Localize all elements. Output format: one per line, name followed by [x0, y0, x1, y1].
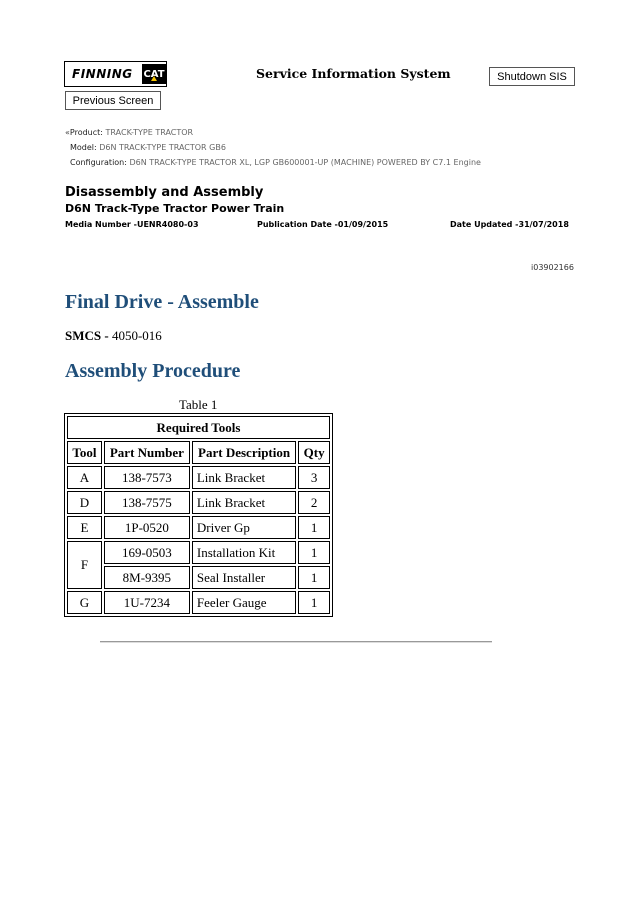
cell-tool: F: [67, 541, 102, 589]
cell-tool: D: [67, 491, 102, 514]
cell-part-number: 1P-0520: [104, 516, 190, 539]
cell-qty: 1: [298, 541, 330, 564]
page-heading: Final Drive - Assemble: [65, 291, 259, 313]
cell-tool: E: [67, 516, 102, 539]
table-title-row: [67, 416, 330, 439]
previous-screen-button[interactable]: Previous Screen: [65, 91, 161, 110]
cell-qty: 1: [298, 566, 330, 589]
config-label: Configuration:: [70, 158, 127, 167]
column-header-part-description: Part Description: [192, 441, 296, 464]
cell-description: Seal Installer: [192, 566, 296, 589]
section-heading: Assembly Procedure: [65, 360, 241, 382]
cell-qty: 1: [298, 516, 330, 539]
meta-model: [70, 143, 226, 152]
table-row: [67, 566, 330, 589]
meta-product: [65, 128, 193, 137]
required-tools-table: [64, 413, 333, 617]
cell-part-number: 138-7573: [104, 466, 190, 489]
smcs-line: [65, 328, 162, 344]
date-updated: Date Updated -31/07/2018: [450, 220, 569, 229]
product-value: TRACK-TYPE TRACTOR: [105, 128, 194, 137]
logo-finning-text: FINNING: [72, 67, 133, 81]
collapse-icon[interactable]: «: [65, 128, 70, 137]
model-value: D6N TRACK-TYPE TRACTOR GB6: [99, 143, 226, 152]
cell-part-number: 8M-9395: [104, 566, 190, 589]
cell-tool: A: [67, 466, 102, 489]
cell-description: Installation Kit: [192, 541, 296, 564]
document-subtitle: D6N Track-Type Tractor Power Train: [65, 202, 285, 215]
cell-description: Driver Gp: [192, 516, 296, 539]
smcs-value: 4050-016: [111, 328, 162, 343]
table-caption: Table 1: [179, 397, 218, 412]
divider: [100, 641, 492, 643]
cell-qty: 3: [298, 466, 330, 489]
finning-cat-logo: [64, 61, 167, 87]
smcs-label: SMCS -: [65, 328, 109, 343]
product-label: Product:: [69, 128, 103, 137]
model-label: Model:: [70, 143, 97, 152]
table-title: Required Tools: [67, 416, 330, 439]
cell-tool: G: [67, 591, 102, 614]
cell-part-number: 169-0503: [104, 541, 190, 564]
cell-part-number: 1U-7234: [104, 591, 190, 614]
meta-configuration: [70, 158, 481, 167]
shutdown-sis-button[interactable]: Shutdown SIS: [489, 67, 575, 86]
table-row: [67, 541, 330, 564]
config-value: D6N TRACK-TYPE TRACTOR XL, LGP GB600001-UP (MACHINE) POWERED BY C7.1 Engine: [129, 158, 481, 167]
cell-description: Link Bracket: [192, 491, 296, 514]
publication-date: Publication Date -01/09/2015: [257, 220, 389, 229]
document-title: Disassembly and Assembly: [65, 185, 264, 200]
table-row: [67, 491, 330, 514]
table-header-row: [67, 441, 330, 464]
document-id: i03902166: [531, 263, 574, 272]
column-header-part-number: Part Number: [104, 441, 190, 464]
table-row: [67, 516, 330, 539]
column-header-qty: Qty: [298, 441, 330, 464]
system-title: Service Information System: [256, 66, 451, 81]
cell-description: Link Bracket: [192, 466, 296, 489]
cell-qty: 1: [298, 591, 330, 614]
table-row: [67, 466, 330, 489]
media-number: Media Number -UENR4080-03: [65, 220, 199, 229]
cell-part-number: 138-7575: [104, 491, 190, 514]
table-row: [67, 591, 330, 614]
cell-description: Feeler Gauge: [192, 591, 296, 614]
cell-qty: 2: [298, 491, 330, 514]
logo-cat-badge: CAT: [142, 64, 166, 84]
column-header-tool: Tool: [67, 441, 102, 464]
